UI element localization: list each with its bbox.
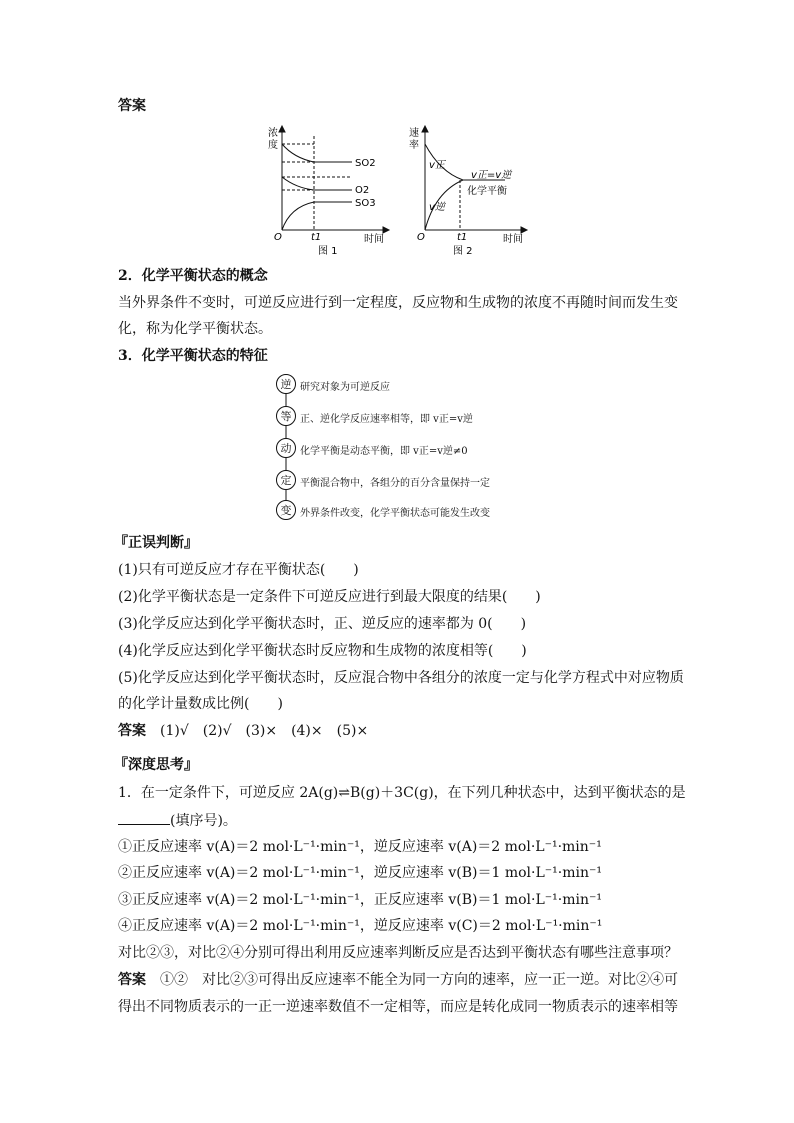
so2-curve bbox=[282, 144, 352, 162]
feature-char-bian: 变 bbox=[276, 500, 296, 520]
fig2-t1: t1 bbox=[457, 232, 468, 243]
feature-char-dong: 动 bbox=[276, 438, 296, 458]
think-tag: 『深度思考』 bbox=[114, 757, 198, 773]
answer-heading: 答案 bbox=[118, 98, 146, 114]
fig2-x-label: 时间 bbox=[503, 234, 523, 245]
fig1-caption: 图 1 bbox=[318, 246, 338, 257]
o2-curve bbox=[282, 177, 352, 190]
fig1-x-label: 时间 bbox=[364, 234, 384, 245]
judge-item-5a: (5)化学反应达到化学平衡状态时，反应混合物中各组分的浓度一定与化学方程式中对应物质 bbox=[118, 670, 684, 686]
fig1-t1: t1 bbox=[311, 232, 322, 243]
section3-title: 3．化学平衡状态的特征 bbox=[118, 348, 268, 364]
fig1-y-label-2: 度 bbox=[268, 140, 278, 151]
feature-text-ding: 平衡混合物中，各组分的百分含量保持一定 bbox=[300, 478, 490, 489]
fig1-label-so2: SO2 bbox=[355, 158, 376, 169]
section2-line1: 当外界条件不变时，可逆反应进行到一定程度，反应物和生成物的浓度不再随时间而发生变 bbox=[118, 295, 678, 311]
so3-curve bbox=[282, 202, 352, 230]
judge-item-1: (1)只有可逆反应才存在平衡状态( ) bbox=[118, 562, 359, 578]
figure-1-concentration-time bbox=[262, 122, 402, 257]
judge-item-2: (2)化学平衡状态是一定条件下可逆反应进行到最大限度的结果( ) bbox=[118, 589, 541, 605]
fig2-caption: 图 2 bbox=[453, 246, 473, 257]
think-option-3: ③正反应速率 v(A)＝2 mol·L⁻¹·min⁻¹，正反应速率 v(B)＝1 mol·L⁻¹·min⁻¹ bbox=[118, 892, 602, 908]
judge-tag: 『正误判断』 bbox=[114, 535, 198, 551]
judge-item-3: (3)化学反应达到化学平衡状态时，正、逆反应的速率都为 0( ) bbox=[118, 616, 527, 632]
fig1-label-so3: SO3 bbox=[355, 198, 376, 209]
fig2-y-label-1: 速 bbox=[409, 128, 419, 139]
section2-title: 2．化学平衡状态的概念 bbox=[118, 268, 268, 284]
feature-char-deng: 等 bbox=[276, 406, 296, 426]
think-option-1: ①正反应速率 v(A)＝2 mol·L⁻¹·min⁻¹，逆反应速率 v(A)＝2 mol·L⁻¹·min⁻¹ bbox=[118, 839, 602, 855]
fig1-y-label-1: 浓 bbox=[268, 128, 278, 139]
think-compare: 对比②③，对比②④分别可得出利用反应速率判断反应是否达到平衡状态有哪些注意事项？ bbox=[118, 945, 678, 961]
feature-text-ni: 研究对象为可逆反应 bbox=[300, 382, 390, 393]
fig2-eq-label: 化学平衡 bbox=[467, 186, 507, 197]
judge-item-5b: 的化学计量数成比例( ) bbox=[118, 696, 283, 712]
fig2-v-reverse: v逆 bbox=[429, 202, 445, 213]
feature-text-dong: 化学平衡是动态平衡，即 v正=v逆≠0 bbox=[300, 446, 468, 457]
figure-2-rate-time bbox=[405, 122, 535, 257]
section2-line2: 化，称为化学平衡状态。 bbox=[118, 321, 272, 337]
think-answer-line1: 答案 ①② 对比②③可得出反应速率不能全为同一方向的速率，应一正一逆。对比②④可 bbox=[118, 972, 678, 988]
fig2-v-forward: v正 bbox=[429, 160, 445, 171]
think-answer-line2: 得出不同物质表示的一正一逆速率数值不一定相等，而应是转化成同一物质表示的速率相等 bbox=[118, 999, 678, 1015]
judge-answer: 答案 (1)√ (2)√ (3)× (4)× (5)× bbox=[118, 723, 369, 739]
fig2-origin: O bbox=[417, 232, 425, 243]
feature-text-deng: 正、逆化学反应速率相等，即 v正=v逆 bbox=[300, 414, 473, 425]
fig2-equal-label: v正=v逆 bbox=[471, 170, 512, 181]
feature-char-ding: 定 bbox=[276, 470, 296, 490]
think-option-2: ②正反应速率 v(A)＝2 mol·L⁻¹·min⁻¹，逆反应速率 v(B)＝1 mol·L⁻¹·min⁻¹ bbox=[118, 865, 602, 881]
think-q1-line2: (填序号)。 bbox=[118, 810, 237, 831]
fig1-origin: O bbox=[274, 232, 282, 243]
feature-char-ni: 逆 bbox=[276, 374, 296, 394]
fig2-y-label-2: 率 bbox=[409, 140, 419, 151]
feature-text-bian: 外界条件改变，化学平衡状态可能发生改变 bbox=[300, 508, 490, 519]
features-diagram bbox=[276, 372, 546, 522]
answer-blank[interactable] bbox=[118, 810, 170, 825]
judge-item-4: (4)化学反应达到化学平衡状态时反应物和生成物的浓度相等( ) bbox=[118, 643, 527, 659]
think-q1-line1: 1．在一定条件下，可逆反应 2A(g)⇌B(g)＋3C(g)，在下列几种状态中，达到平衡状态的是 bbox=[118, 785, 686, 801]
think-option-4: ④正反应速率 v(A)＝2 mol·L⁻¹·min⁻¹，逆反应速率 v(C)＝2 mol·L⁻¹·min⁻¹ bbox=[118, 918, 603, 934]
fig1-label-o2: O2 bbox=[355, 185, 370, 196]
